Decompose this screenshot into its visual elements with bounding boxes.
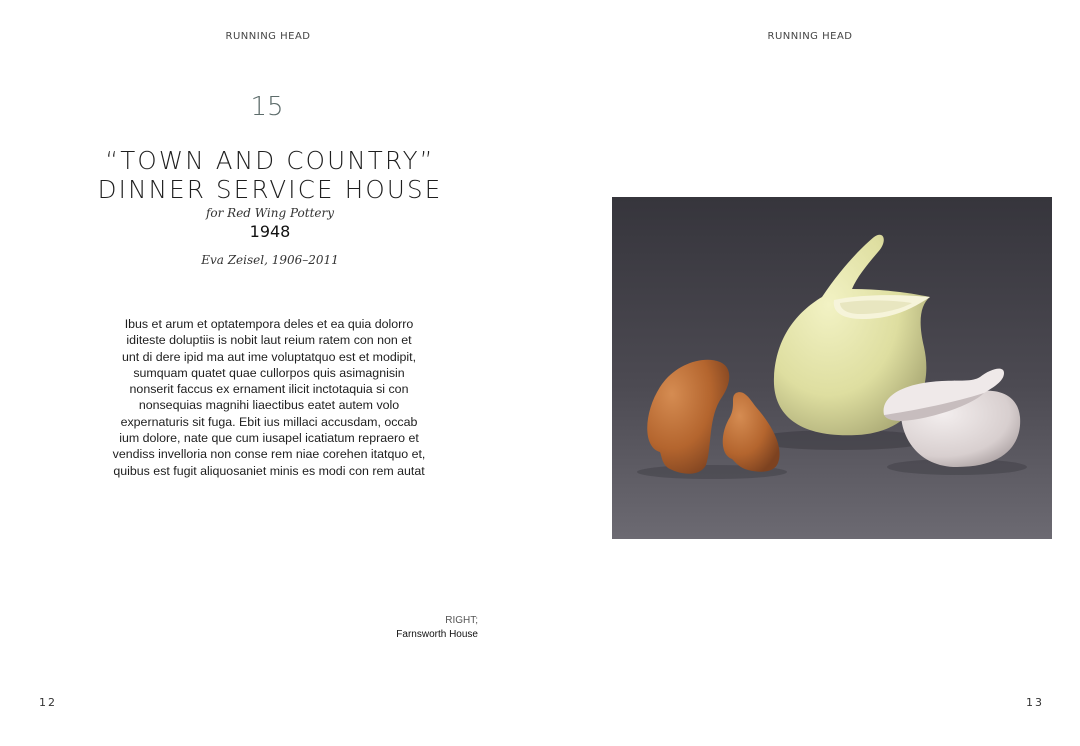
body-line: quibus est fugit aliquosaniet minis es modi con rem autat xyxy=(113,463,425,478)
designer-credit: Eva Zeisel, 1906–2011 xyxy=(201,253,339,267)
ceramics-photo-illustration xyxy=(612,197,1052,539)
subtitle: for Red Wing Pottery xyxy=(205,206,335,220)
body-line: Ibus et arum et optatempora deles et ea quia dolorro xyxy=(124,317,414,331)
chapter-number: 15 xyxy=(250,92,284,122)
caption-label: RIGHT; xyxy=(445,615,478,626)
title-line-1: “TOWN AND COUNTRY” xyxy=(105,146,435,175)
body-line: unt di dere ipid ma aut ime voluptatquo est et modipit, xyxy=(121,349,417,364)
running-head-right: RUNNING HEAD xyxy=(767,31,853,42)
body-line: iditeste doluptiis is nobit laut reium ratem con non et xyxy=(126,333,412,348)
body-line: sumquam quatet quae cullorpos quis asimagnisin xyxy=(133,365,405,380)
running-head-left: RUNNING HEAD xyxy=(225,31,311,42)
page-number-left: 12 xyxy=(39,696,57,709)
body-line: ium dolore, nate que cum iusapel icatiatum repraero et xyxy=(119,431,419,446)
body-text xyxy=(110,316,428,479)
title-line-2: DINNER SERVICE HOUSE xyxy=(97,175,443,204)
body-line: nonserit faccus ex ernament ilicit inctotaquia si con xyxy=(129,382,409,397)
ceramics-photo xyxy=(612,197,1052,539)
caption-title: Farnsworth House xyxy=(396,629,478,640)
body-line: nonsequias magnihi liaectibus eatet autem volo xyxy=(138,398,400,413)
photo-caption xyxy=(330,614,478,642)
body-line: expernaturis sit fuga. Ebit ius millaci accusdam, occab xyxy=(120,414,418,429)
year: 1948 xyxy=(249,222,291,241)
title-block xyxy=(70,146,470,267)
page-number-right: 13 xyxy=(1026,696,1044,709)
body-line: vendiss invelloria non conse rem niae corehen itatquo et, xyxy=(112,447,426,462)
